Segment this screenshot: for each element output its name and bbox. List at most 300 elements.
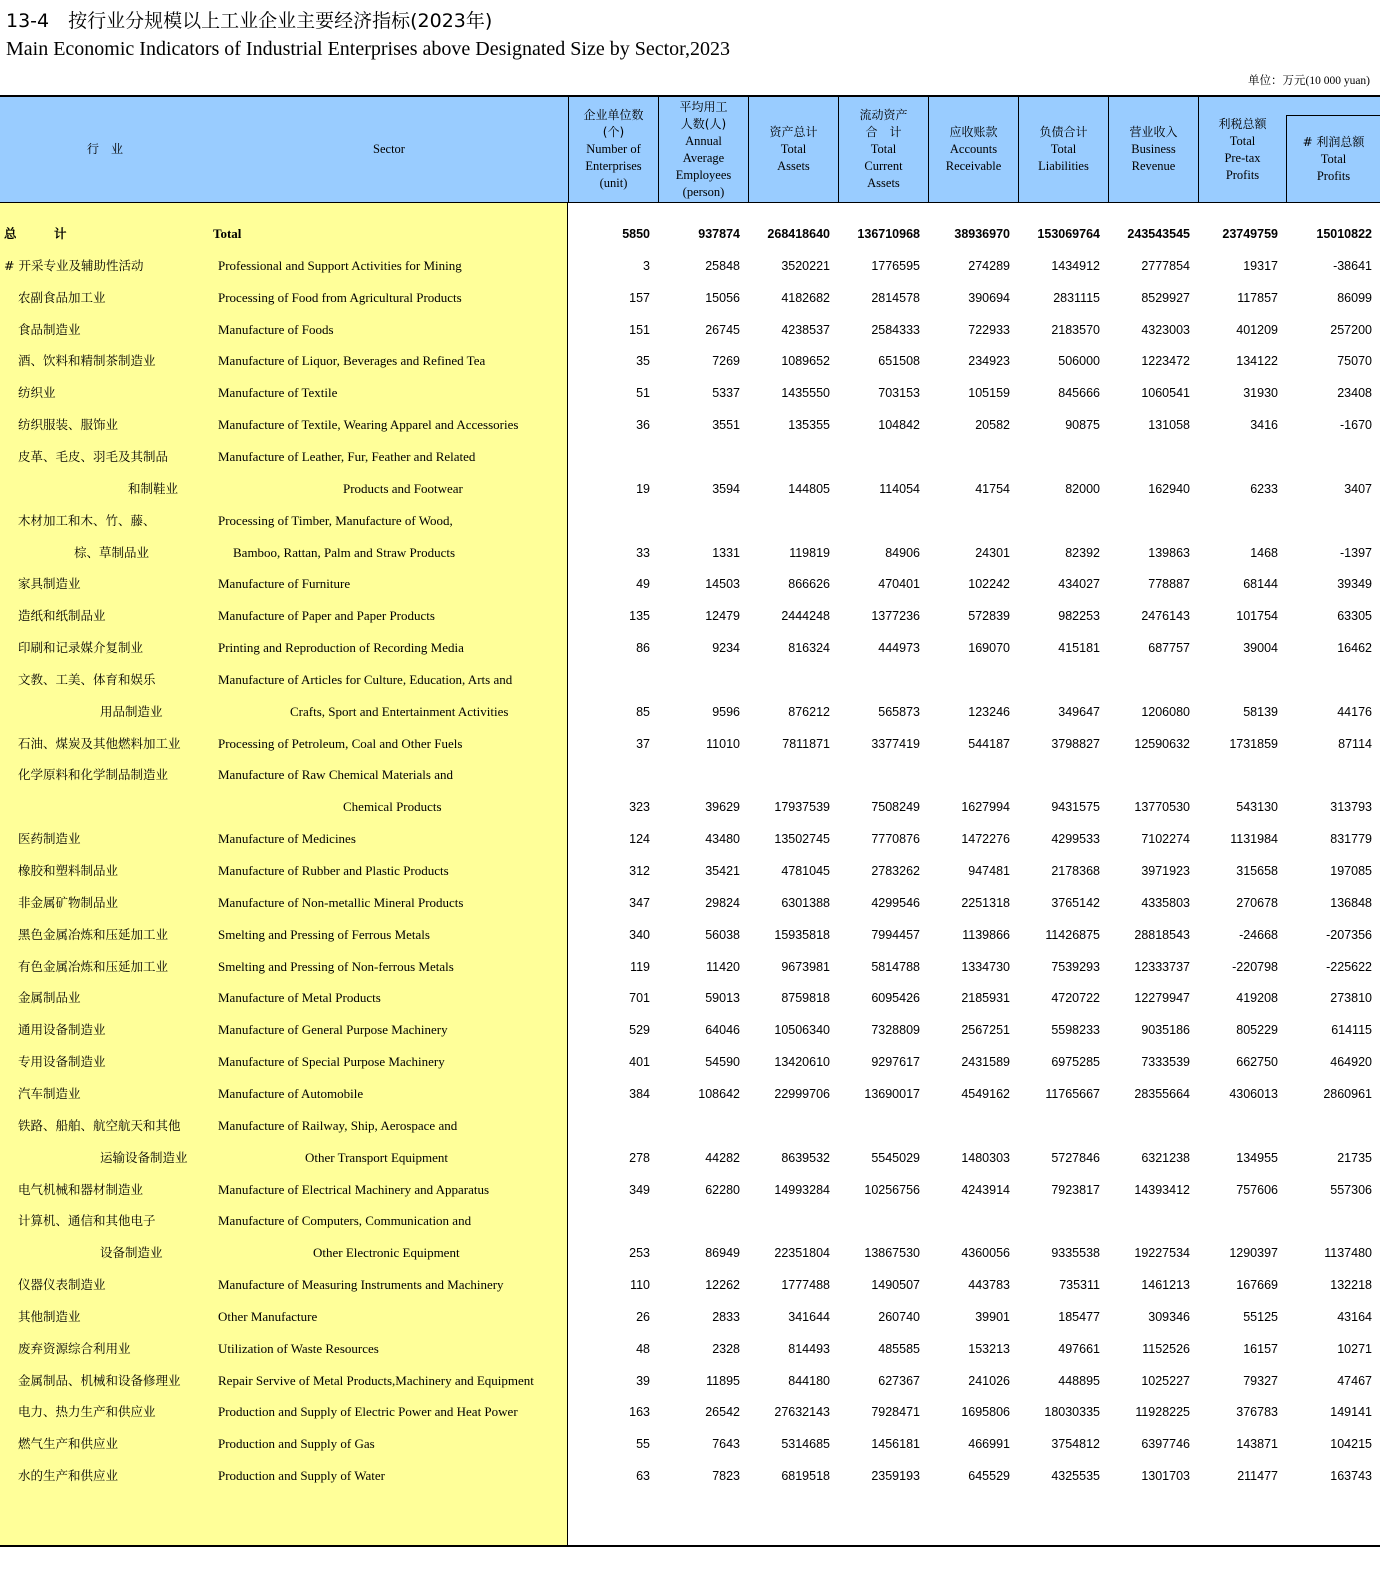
cell-employees: 11895 — [706, 1373, 740, 1388]
cell-accounts-receivable: 234923 — [968, 354, 1010, 369]
cell-enterprises: 157 — [629, 290, 650, 305]
cell-accounts-receivable: 2251318 — [961, 895, 1010, 910]
cell-employees: 7823 — [712, 1469, 740, 1484]
header-pre-tax-profits — [1198, 97, 1286, 202]
cell-total-profits: 257200 — [1330, 322, 1372, 337]
cell-business-revenue: 6321238 — [1141, 1150, 1190, 1165]
cell-accounts-receivable: 544187 — [968, 736, 1010, 751]
cell-business-revenue: 4335803 — [1141, 895, 1190, 910]
sector-name-english: Manufacture of Non-metallic Mineral Products — [218, 894, 464, 910]
table-row — [0, 887, 1380, 919]
cell-total-assets: 8759818 — [781, 991, 830, 1006]
sector-name-chinese: 棕、草制品业 — [74, 544, 150, 560]
cell-current-assets: 7928471 — [871, 1405, 920, 1420]
header-current-assets — [838, 97, 928, 202]
sector-name-chinese: 通用设备制造业 — [18, 1022, 106, 1038]
cell-total-profits: 104215 — [1330, 1437, 1372, 1452]
cell-enterprises: 36 — [636, 418, 650, 433]
unit-label — [1248, 72, 1370, 88]
sector-name-chinese: 黑色金属冶炼和压延加工业 — [18, 926, 169, 942]
cell-total-profits: 75070 — [1337, 354, 1372, 369]
cell-total-profits: -1397 — [1340, 545, 1372, 560]
header-accounts-receivable-en-line: Accounts — [949, 142, 998, 156]
cell-total-profits: 136848 — [1330, 895, 1372, 910]
cell-current-assets: 2783262 — [871, 864, 920, 878]
cell-total-profits: -225622 — [1326, 959, 1372, 974]
cell-accounts-receivable: 102242 — [968, 577, 1010, 592]
cell-employees: 15056 — [705, 290, 740, 305]
sector-name-chinese: 纺织服装、服饰业 — [18, 417, 119, 433]
sector-name-english: Manufacture of Automobile — [218, 1085, 364, 1101]
cell-employees: 3594 — [712, 481, 740, 496]
sector-name-chinese: 运输设备制造业 — [100, 1149, 188, 1165]
header-accounts-receivable-en-line: Receivable — [945, 159, 1002, 173]
cell-business-revenue: 11928225 — [1135, 1405, 1190, 1420]
cell-total-liabilities: 6975285 — [1051, 1055, 1100, 1070]
cell-accounts-receivable: 466991 — [968, 1437, 1010, 1452]
header-pre-tax-profits-en-line: Pre-tax — [1224, 150, 1261, 165]
cell-pre-tax-profits: 6233 — [1250, 481, 1278, 496]
cell-pre-tax-profits: 134122 — [1236, 354, 1278, 369]
sector-name-english: Manufacture of Metal Products — [218, 990, 381, 1006]
page-title-chinese: 13-4 按行业分规模以上工业企业主要经济指标(2023年) — [6, 10, 493, 32]
sector-name-english: Processing of Food from Agricultural Products — [218, 289, 462, 305]
sector-name-english: Manufacture of Raw Chemical Materials and — [218, 767, 453, 783]
sector-name-english: Processing of Timber, Manufacture of Wood, — [218, 512, 453, 528]
cell-total-profits: 197085 — [1330, 864, 1372, 878]
cell-current-assets: 2584333 — [871, 322, 920, 337]
table-row — [0, 1428, 1380, 1460]
cell-total-assets: 119819 — [789, 545, 830, 560]
cell-business-revenue: 14393412 — [1134, 1182, 1190, 1197]
cell-current-assets: 651508 — [878, 354, 920, 369]
cell-total-profits: 39349 — [1337, 577, 1372, 592]
cell-total-profits: -207356 — [1326, 927, 1372, 942]
sector-name-english: Products and Footwear — [343, 480, 463, 496]
cell-total-liabilities: 434027 — [1058, 577, 1100, 592]
table-row — [0, 823, 1380, 855]
cell-total-assets: 866626 — [788, 577, 830, 592]
header-total-liabilities — [1018, 97, 1108, 202]
header-employees-en-line: Employees — [675, 167, 732, 182]
cell-business-revenue: 139863 — [1148, 545, 1190, 560]
sector-name-chinese: 木材加工和木、竹、藤、 — [18, 512, 156, 528]
cell-enterprises: 51 — [636, 386, 650, 401]
header-total-profits-en-line: Profits — [1316, 168, 1351, 183]
cell-current-assets: 1377236 — [871, 609, 920, 624]
table-row — [0, 250, 1380, 282]
sector-name-english: Professional and Support Activities for Mining — [218, 257, 462, 273]
cell-employees: 59013 — [705, 991, 740, 1006]
header-total-assets-cn-line: 资产总计 — [769, 125, 818, 139]
cell-total-assets: 4781045 — [781, 864, 830, 878]
cell-accounts-receivable: 123246 — [968, 704, 1010, 719]
cell-business-revenue: 162940 — [1148, 481, 1190, 496]
header-enterprises-en-line: Enterprises — [585, 159, 642, 173]
cell-total-profits: 86099 — [1337, 290, 1372, 305]
table-row — [0, 696, 1380, 728]
cell-total-assets: 6301388 — [781, 895, 830, 910]
cell-pre-tax-profits: 376783 — [1236, 1405, 1278, 1420]
header-pre-tax-profits-en-line: Profits — [1225, 167, 1260, 182]
header-total-profits — [1286, 115, 1380, 202]
cell-employees: 1331 — [712, 545, 740, 560]
header-business-revenue-en-line: Revenue — [1131, 159, 1176, 173]
cell-employees: 3551 — [712, 418, 740, 433]
cell-pre-tax-profits: 58139 — [1243, 704, 1278, 719]
cell-business-revenue: 1461213 — [1141, 1278, 1190, 1293]
cell-total-assets: 14993284 — [774, 1182, 830, 1197]
table-row — [0, 1237, 1380, 1269]
cell-business-revenue: 243543545 — [1127, 227, 1190, 241]
table-row — [0, 791, 1380, 823]
cell-employees: 44282 — [705, 1150, 740, 1165]
cell-enterprises: 401 — [629, 1055, 650, 1070]
cell-total-assets: 268418640 — [767, 227, 830, 241]
header-accounts-receivable-cn-line: 应收账款 — [949, 125, 998, 139]
cell-total-liabilities: 90875 — [1065, 418, 1100, 433]
cell-business-revenue: 8529927 — [1141, 290, 1190, 305]
cell-current-assets: 7328809 — [871, 1023, 920, 1038]
unit-label-chinese: 单位：万元 — [1247, 73, 1306, 87]
cell-employees: 5337 — [712, 386, 740, 401]
cell-total-liabilities: 5598233 — [1051, 1023, 1100, 1038]
header-sector-chinese: 行 业 — [86, 142, 123, 156]
table-row-total — [0, 218, 1380, 250]
cell-accounts-receivable: 1627994 — [961, 800, 1010, 815]
sector-name-chinese: 铁路、船舶、航空航天和其他 — [18, 1117, 181, 1133]
cell-current-assets: 444973 — [878, 641, 920, 656]
sector-name-english: Manufacture of Electrical Machinery and Apparatus — [218, 1181, 490, 1197]
cell-current-assets: 4299546 — [871, 895, 920, 910]
sector-name-english: Utilization of Waste Resources — [218, 1340, 379, 1356]
cell-business-revenue: 2777854 — [1141, 258, 1190, 273]
cell-total-assets: 135355 — [788, 418, 830, 433]
sector-name-chinese: 水的生产和供应业 — [18, 1468, 119, 1484]
cell-employees: 108642 — [698, 1086, 740, 1101]
cell-enterprises: 86 — [636, 641, 650, 656]
cell-total-assets: 17937539 — [774, 800, 830, 815]
table-row — [0, 1014, 1380, 1046]
cell-total-assets: 144805 — [788, 481, 830, 496]
table-row — [0, 473, 1380, 505]
cell-current-assets: 485585 — [878, 1341, 920, 1356]
sector-name-english: Production and Supply of Water — [218, 1468, 385, 1484]
cell-enterprises: 135 — [629, 609, 650, 624]
cell-business-revenue: 1025227 — [1141, 1373, 1190, 1388]
cell-accounts-receivable: 2185931 — [961, 991, 1010, 1006]
cell-current-assets: 7508249 — [871, 800, 920, 815]
cell-business-revenue: 1223472 — [1141, 354, 1190, 369]
sector-name-english: Other Electronic Equipment — [313, 1245, 460, 1261]
cell-total-profits: 47467 — [1337, 1373, 1372, 1388]
cell-accounts-receivable: 38936970 — [954, 227, 1010, 241]
cell-total-liabilities: 4299533 — [1051, 832, 1100, 847]
sector-name-chinese: 家具制造业 — [18, 576, 81, 592]
cell-total-profits: 132218 — [1330, 1278, 1372, 1293]
header-enterprises-en-line: (unit) — [599, 176, 628, 190]
cell-total-assets: 5314685 — [781, 1437, 830, 1452]
header-employees-en-line: Average — [682, 150, 725, 165]
cell-enterprises: 384 — [629, 1086, 650, 1101]
cell-total-profits: 313793 — [1330, 800, 1372, 815]
cell-pre-tax-profits: 3416 — [1250, 418, 1278, 433]
header-current-assets-en-line: Current — [864, 159, 903, 173]
table-row — [0, 600, 1380, 632]
cell-enterprises: 33 — [636, 545, 650, 560]
cell-total-liabilities: 18030335 — [1044, 1405, 1100, 1420]
cell-business-revenue: 778887 — [1148, 577, 1190, 592]
cell-accounts-receivable: 41754 — [975, 481, 1010, 496]
sector-name-chinese: 仪器仪表制造业 — [18, 1277, 106, 1293]
header-total-profits-cn-line: # 利润总额 — [1302, 134, 1365, 149]
cell-total-assets: 876212 — [788, 704, 830, 719]
cell-enterprises: 312 — [629, 864, 650, 878]
cell-total-profits: 63305 — [1337, 609, 1372, 624]
cell-current-assets: 565873 — [878, 704, 920, 719]
header-employees — [658, 97, 748, 202]
table-row — [0, 1333, 1380, 1365]
header-sector-english: Sector — [373, 142, 405, 156]
cell-total-liabilities: 82000 — [1065, 481, 1100, 496]
cell-accounts-receivable: 20582 — [975, 418, 1010, 433]
table-row — [0, 728, 1380, 760]
sector-name-chinese: 电力、热力生产和供应业 — [18, 1404, 156, 1420]
sector-name-english: Manufacture of General Purpose Machinery — [218, 1022, 448, 1038]
table-row — [0, 314, 1380, 346]
cell-current-assets: 5545029 — [871, 1150, 920, 1165]
cell-accounts-receivable: 1695806 — [961, 1405, 1010, 1420]
sector-name-chinese: 其他制造业 — [18, 1308, 81, 1324]
sector-name-english: Manufacture of Railway, Ship, Aerospace and — [218, 1117, 458, 1133]
cell-enterprises: 39 — [636, 1373, 650, 1388]
cell-employees: 26542 — [705, 1405, 740, 1420]
cell-pre-tax-profits: 315658 — [1236, 864, 1278, 878]
cell-accounts-receivable: 24301 — [975, 545, 1010, 560]
cell-enterprises: 35 — [636, 354, 650, 369]
table-row — [0, 759, 1380, 791]
cell-total-profits: 21735 — [1337, 1150, 1372, 1165]
cell-total-assets: 1435550 — [781, 386, 830, 401]
table-row — [0, 1078, 1380, 1110]
cell-pre-tax-profits: 55125 — [1243, 1309, 1278, 1324]
cell-total-profits: 3407 — [1344, 481, 1372, 496]
header-accounts-receivable — [928, 97, 1018, 202]
cell-business-revenue: 7102274 — [1141, 832, 1190, 847]
cell-accounts-receivable: 2567251 — [961, 1023, 1010, 1038]
cell-enterprises: 63 — [636, 1469, 650, 1484]
cell-enterprises: 253 — [629, 1246, 650, 1261]
cell-enterprises: 55 — [636, 1437, 650, 1452]
header-total-assets — [748, 97, 838, 202]
cell-pre-tax-profits: 23749759 — [1222, 227, 1278, 241]
cell-accounts-receivable: 4360056 — [961, 1246, 1010, 1261]
sector-name-english: Crafts, Sport and Entertainment Activities — [290, 703, 509, 719]
cell-enterprises: 163 — [629, 1405, 650, 1420]
cell-enterprises: 5850 — [622, 227, 650, 241]
cell-pre-tax-profits: 270678 — [1236, 895, 1278, 910]
cell-pre-tax-profits: 211477 — [1237, 1469, 1278, 1484]
cell-total-profits: 10271 — [1337, 1341, 1372, 1356]
cell-current-assets: 1456181 — [871, 1437, 920, 1452]
cell-current-assets: 7994457 — [871, 927, 920, 942]
cell-current-assets: 7770876 — [871, 832, 920, 847]
cell-pre-tax-profits: 401209 — [1236, 322, 1278, 337]
cell-total-liabilities: 153069764 — [1037, 227, 1100, 241]
cell-pre-tax-profits: 1468 — [1250, 545, 1278, 560]
cell-employees: 64046 — [705, 1023, 740, 1038]
sector-name-english: Manufacture of Measuring Instruments and Machinery — [218, 1277, 504, 1293]
cell-employees: 43480 — [705, 832, 740, 847]
sector-name-english: Production and Supply of Gas — [218, 1436, 375, 1452]
cell-employees: 9234 — [712, 641, 740, 656]
sector-name-english: Total — [213, 226, 242, 241]
table-row — [0, 537, 1380, 569]
header-total-assets-en-line: Assets — [777, 159, 810, 173]
header-business-revenue-cn-line: 营业收入 — [1129, 125, 1178, 139]
cell-employees: 86949 — [705, 1246, 740, 1261]
cell-employees: 25848 — [705, 258, 740, 273]
cell-accounts-receivable: 39901 — [975, 1309, 1010, 1324]
sector-name-chinese: 文教、工美、体育和娱乐 — [18, 671, 156, 687]
cell-pre-tax-profits: 143871 — [1236, 1437, 1278, 1452]
cell-total-assets: 1089652 — [781, 354, 830, 369]
sector-name-chinese: 农副食品加工业 — [18, 289, 106, 305]
cell-total-liabilities: 11765667 — [1045, 1086, 1100, 1101]
sector-name-english: Processing of Petroleum, Coal and Other Fuels — [218, 735, 463, 751]
cell-current-assets: 114054 — [879, 481, 920, 496]
cell-current-assets: 5814788 — [871, 959, 920, 974]
header-current-assets-cn-line: 流动资产 — [859, 108, 908, 122]
table-row — [0, 282, 1380, 314]
cell-total-assets: 1777488 — [781, 1278, 830, 1293]
cell-employees: 9596 — [712, 704, 740, 719]
header-enterprises-cn-line: (个) — [602, 125, 625, 139]
cell-accounts-receivable: 4243914 — [961, 1182, 1010, 1197]
cell-total-assets: 3520221 — [781, 258, 830, 273]
header-total-profits-en-line: Total — [1320, 151, 1347, 166]
cell-accounts-receivable: 722933 — [968, 322, 1010, 337]
sector-name-english: Chemical Products — [343, 799, 442, 815]
table-row — [0, 441, 1380, 473]
cell-enterprises: 347 — [629, 895, 650, 910]
header-current-assets-cn-line: 合 计 — [865, 125, 902, 139]
sector-name-chinese: 有色金属冶炼和压延加工业 — [18, 958, 169, 974]
table-row — [0, 345, 1380, 377]
cell-accounts-receivable: 443783 — [968, 1278, 1010, 1293]
header-current-assets-en-line: Assets — [867, 176, 900, 190]
table-row — [0, 632, 1380, 664]
cell-employees: 11010 — [706, 736, 740, 751]
cell-pre-tax-profits: 39004 — [1243, 641, 1278, 656]
table-row — [0, 1396, 1380, 1428]
cell-total-profits: 163743 — [1330, 1469, 1372, 1484]
sector-name-chinese: 电气机械和器材制造业 — [18, 1181, 144, 1197]
sector-name-english: Smelting and Pressing of Non-ferrous Metals — [218, 958, 454, 974]
cell-current-assets: 703153 — [878, 386, 920, 401]
header-pre-tax-profits-en-line: Total — [1229, 133, 1256, 148]
cell-total-assets: 814493 — [788, 1341, 830, 1356]
sector-name-english: Manufacture of Furniture — [218, 576, 351, 592]
cell-enterprises: 701 — [629, 991, 650, 1006]
table-row — [0, 1110, 1380, 1142]
cell-business-revenue: 131058 — [1148, 418, 1190, 433]
cell-enterprises: 48 — [636, 1341, 650, 1356]
cell-enterprises: 278 — [629, 1150, 650, 1165]
cell-current-assets: 3377419 — [871, 736, 920, 751]
cell-total-liabilities: 349647 — [1058, 704, 1100, 719]
cell-total-profits: 2860961 — [1323, 1086, 1372, 1101]
cell-business-revenue: 7333539 — [1141, 1055, 1190, 1070]
table-row — [0, 951, 1380, 983]
cell-total-liabilities: 7923817 — [1051, 1182, 1100, 1197]
cell-pre-tax-profits: 1131984 — [1230, 832, 1278, 847]
cell-employees: 39629 — [705, 800, 740, 815]
table-row — [0, 568, 1380, 600]
cell-business-revenue: 1301703 — [1141, 1469, 1190, 1484]
cell-accounts-receivable: 1334730 — [961, 959, 1010, 974]
cell-employees: 14503 — [705, 577, 740, 592]
cell-business-revenue: 12333737 — [1134, 959, 1190, 974]
cell-enterprises: 529 — [629, 1023, 650, 1038]
cell-total-liabilities: 82392 — [1065, 545, 1100, 560]
cell-enterprises: 19 — [636, 481, 650, 496]
table-row — [0, 919, 1380, 951]
sector-name-chinese: 纺织业 — [18, 385, 56, 401]
cell-total-profits: 464920 — [1330, 1055, 1372, 1070]
page-title-english: Main Economic Indicators of Industrial Enterprises above Designated Size by Sector,2023 — [6, 38, 731, 60]
cell-total-liabilities: 2178368 — [1051, 864, 1100, 878]
cell-business-revenue: 9035186 — [1141, 1023, 1190, 1038]
cell-current-assets: 6095426 — [871, 991, 920, 1006]
sector-name-chinese: 石油、煤炭及其他燃料加工业 — [18, 735, 181, 751]
cell-pre-tax-profits: 757606 — [1236, 1182, 1278, 1197]
sector-name-chinese: 化学原料和化学制品制造业 — [18, 767, 169, 783]
cell-employees: 12479 — [705, 609, 740, 624]
cell-pre-tax-profits: -24668 — [1239, 927, 1278, 942]
cell-total-liabilities: 3765142 — [1051, 895, 1100, 910]
cell-enterprises: 3 — [643, 258, 650, 273]
header-employees-en-line: (person) — [682, 184, 725, 199]
cell-business-revenue: 12279947 — [1134, 991, 1190, 1006]
sector-name-chinese: 皮革、毛皮、羽毛及其制品 — [18, 448, 169, 464]
header-total-liabilities-en-line: Liabilities — [1038, 159, 1089, 173]
cell-enterprises: 110 — [630, 1278, 650, 1293]
cell-pre-tax-profits: 79327 — [1243, 1373, 1278, 1388]
sector-name-chinese: 印刷和记录媒介复制业 — [18, 640, 144, 656]
cell-business-revenue: 13770530 — [1134, 800, 1190, 815]
cell-total-liabilities: 9335538 — [1051, 1246, 1100, 1261]
cell-total-profits: 43164 — [1337, 1309, 1372, 1324]
cell-business-revenue: 12590632 — [1134, 736, 1190, 751]
cell-employees: 56038 — [705, 927, 740, 942]
cell-total-assets: 6819518 — [781, 1469, 830, 1484]
cell-total-liabilities: 735311 — [1059, 1278, 1100, 1293]
table-row — [0, 1142, 1380, 1174]
cell-employees: 35421 — [705, 864, 740, 878]
cell-business-revenue: 1206080 — [1141, 704, 1190, 719]
sector-name-chinese: 总 计 — [4, 226, 67, 241]
cell-enterprises: 340 — [629, 927, 650, 942]
cell-enterprises: 151 — [629, 322, 650, 337]
sector-name-chinese: 汽车制造业 — [18, 1085, 81, 1101]
cell-pre-tax-profits: -220798 — [1232, 959, 1278, 974]
cell-pre-tax-profits: 1731859 — [1229, 736, 1278, 751]
table-row — [0, 377, 1380, 409]
cell-total-profits: -1670 — [1340, 418, 1372, 433]
sector-name-chinese: 金属制品、机械和设备修理业 — [18, 1372, 181, 1388]
sector-name-english: Other Manufacture — [218, 1308, 318, 1324]
